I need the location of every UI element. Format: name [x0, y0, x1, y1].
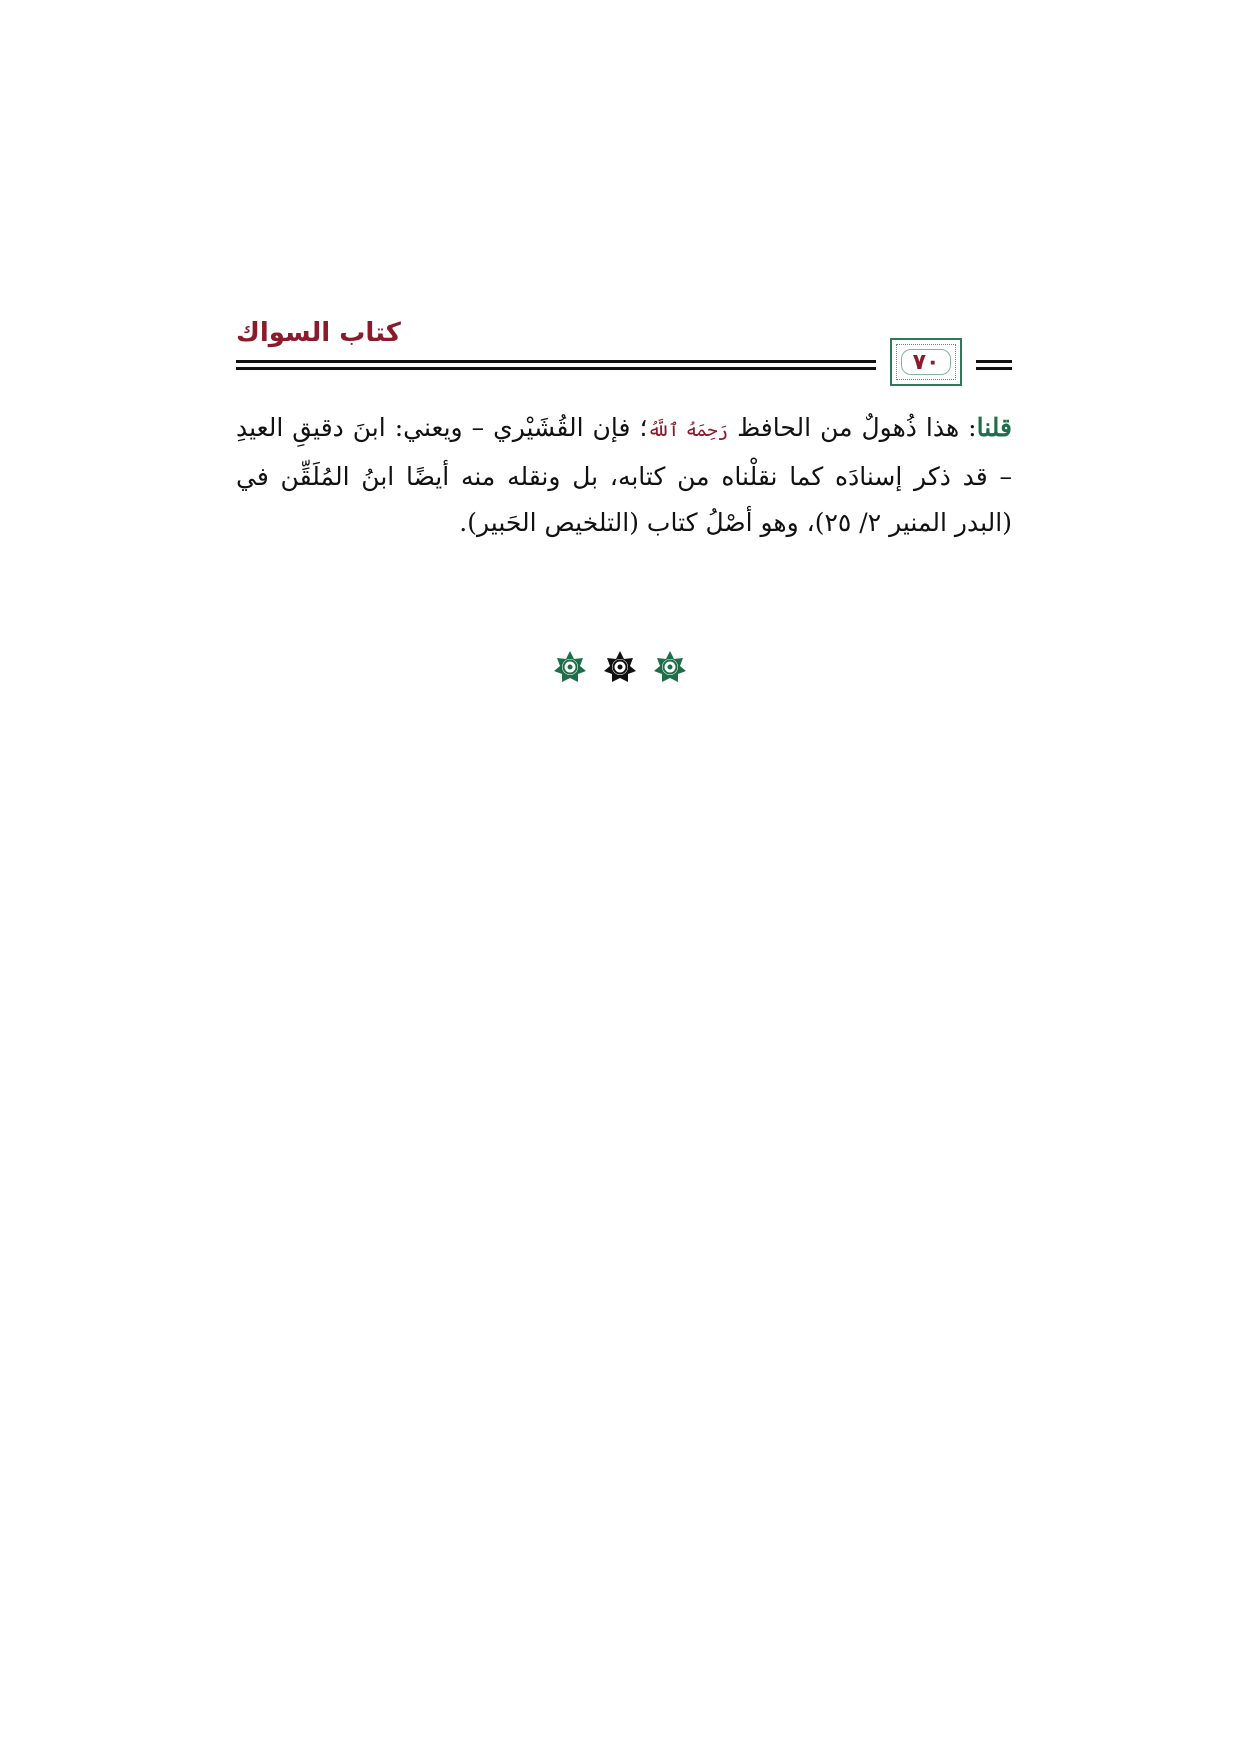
lead-colon: :: [959, 413, 977, 442]
paragraph-text-part-1: هذا ذُهولٌ من الحافظ: [728, 413, 960, 442]
honorific-phrase: رَحِمَهُ ٱللَّهُ: [647, 420, 729, 441]
page-header: [236, 318, 1012, 390]
header-rule-top: [236, 360, 876, 363]
page-number: ٧٠: [912, 349, 940, 375]
book-title: كتاب السواك: [236, 318, 401, 348]
header-rule-bottom: [236, 367, 876, 370]
star-flower-ornament-icon: [653, 650, 687, 684]
section-end-ornaments: [0, 650, 1240, 684]
body-paragraph: [236, 405, 1012, 546]
star-flower-ornament-icon: [553, 650, 587, 684]
header-rule-short-bottom: [976, 367, 1012, 370]
lead-word: قلنا: [976, 413, 1012, 442]
paragraph-text-part-2: ؛ فإن القُشَيْري – ويعني: ابنَ دقيقِ العيدِ – قد ذكر إسنادَه كما نقلْناه من كتابه، بل ونقله منه أيضًا ابنُ المُلَقِّن في (البدر المنير ٢/ ٢٥)، وهو أصْلُ كتاب (التلخيص الحَبير).: [236, 413, 1012, 537]
header-rule-short-top: [976, 360, 1012, 363]
star-flower-ornament-icon: [603, 650, 637, 684]
page-number-frame: [890, 338, 962, 386]
